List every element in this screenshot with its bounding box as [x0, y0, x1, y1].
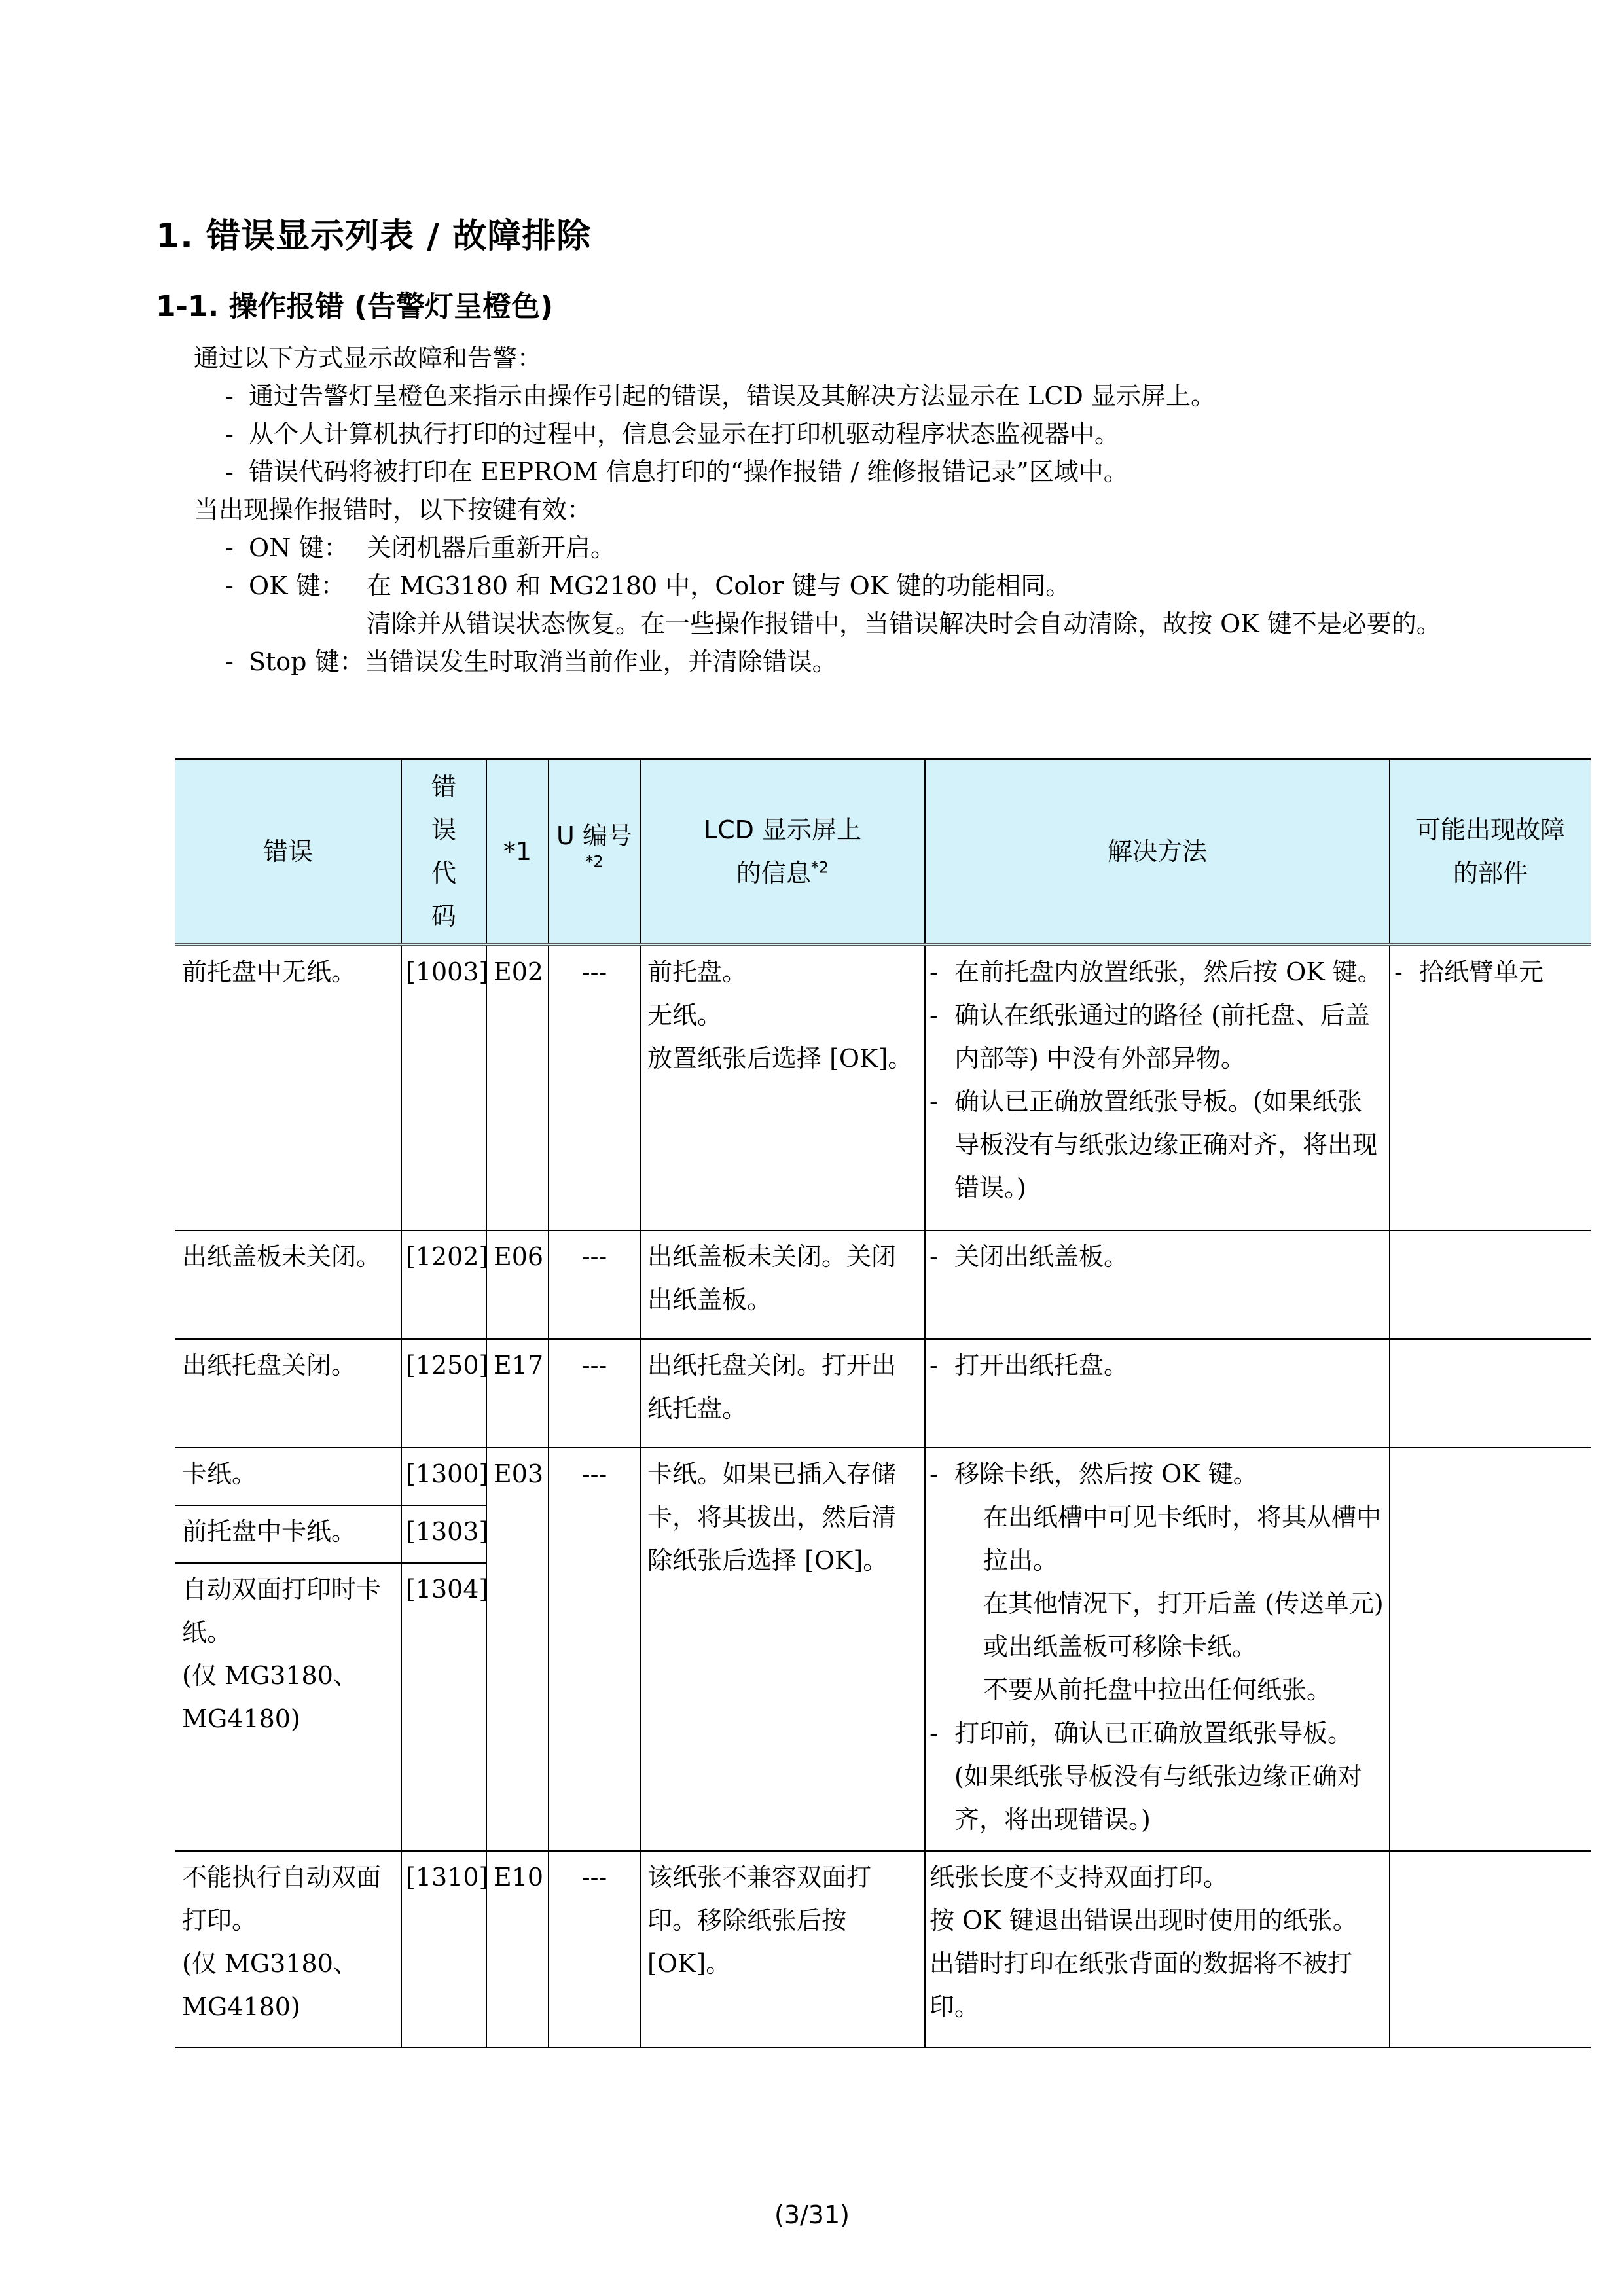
cell-code: [1003]	[401, 945, 486, 1230]
table-row	[175, 1448, 1591, 1505]
cell-star1: E17	[486, 1339, 549, 1448]
cell-uno: ---	[549, 1339, 640, 1448]
cell-code: [1303]	[401, 1505, 486, 1563]
cell-error: 前托盘中无纸。	[175, 945, 401, 1230]
cell-solution	[925, 945, 1390, 1230]
cell-uno: ---	[549, 1851, 640, 2047]
cell-lcd: 该纸张不兼容双面打印。移除纸张后按 [OK]。	[640, 1851, 925, 2047]
solution-item: - 在前托盘内放置纸张，然后按 OK 键。	[929, 958, 1382, 986]
intro-bullet: - 错误代码将被打印在 EEPROM 信息打印的“操作报错 / 维修报错记录”区域中。	[225, 457, 1128, 486]
table-row	[175, 1230, 1591, 1339]
cell-code: [1300]	[401, 1448, 486, 1505]
cell-error: 卡纸。	[175, 1448, 401, 1505]
key-item-ok: - OK 键： 在 MG3180 和 MG2180 中，Color 键与 OK 键的功能相同。 清除并从错误状态恢复。在一些操作报错中，当错误解决时会自动清除，故按 OK 键不是必要的。	[225, 571, 1441, 638]
solution-item: - 打印前，确认已正确放置纸张导板。(如果纸张导板没有与纸张边缘正确对齐，将出现错误。)	[929, 1718, 1362, 1834]
solution-item: - 确认在纸张通过的路径 (前托盘、后盖内部等) 中没有外部异物。	[929, 1001, 1370, 1073]
solution-subitem: 在出纸槽中可见卡纸时，将其从槽中拉出。	[983, 1502, 1382, 1575]
cell-code: [1310]	[401, 1851, 486, 2047]
solution-item: 纸张长度不支持双面打印。	[929, 1862, 1229, 1892]
intro-bullet: - 从个人计算机执行打印的过程中，信息会显示在打印机驱动程序状态监视器中。	[225, 420, 1120, 448]
key-item-stop: - Stop 键：当错误发生时取消当前作业，并清除错误。	[225, 647, 837, 676]
solution-subitem: 在其他情况下，打开后盖 (传送单元) 或出纸盖板可移除卡纸。	[983, 1588, 1384, 1661]
cell-code: [1202]	[401, 1230, 486, 1339]
cell-code: [1250]	[401, 1339, 486, 1448]
cell-lcd: 卡纸。如果已插入存储卡，将其拔出，然后清除纸张后选择 [OK]。	[640, 1448, 925, 1851]
cell-error: 不能执行自动双面打印。 (仅 MG3180、MG4180)	[175, 1851, 401, 2047]
cell-parts	[1390, 1851, 1591, 2047]
key-item-on: - ON 键： 关闭机器后重新开启。	[225, 533, 616, 562]
cell-solution: - 关闭出纸盖板。	[925, 1230, 1390, 1339]
solution-item: 按 OK 键退出错误出现时使用的纸张。	[929, 1905, 1358, 1935]
cell-star1: E10	[486, 1851, 549, 2047]
cell-lcd: 出纸托盘关闭。打开出纸托盘。	[640, 1339, 925, 1448]
header-lcd: LCD 显示屏上的信息$^{*2}$	[640, 759, 925, 945]
cell-parts	[1390, 1230, 1591, 1339]
cell-uno: ---	[549, 1230, 640, 1339]
section-heading: 1. 错误显示列表 / 故障排除	[156, 217, 592, 256]
cell-parts	[1390, 1448, 1591, 1851]
cell-code: [1304]	[401, 1563, 486, 1851]
subsection-heading: 1-1. 操作报错 (告警灯呈橙色)	[156, 290, 554, 323]
table-row	[175, 1339, 1591, 1448]
cell-error: 出纸托盘关闭。	[175, 1339, 401, 1448]
cell-star1: E06	[486, 1230, 549, 1339]
header-error: 错误	[175, 759, 401, 945]
cell-solution	[925, 1851, 1390, 2047]
page-number: (3/31)	[774, 2200, 850, 2229]
cell-solution: - 打开出纸托盘。	[925, 1339, 1390, 1448]
header-solution: 解决方法	[925, 759, 1390, 945]
cell-star1: E03	[486, 1448, 549, 1851]
cell-error: 自动双面打印时卡纸。 (仅 MG3180、MG4180)	[175, 1563, 401, 1851]
cell-star1: E02	[486, 945, 549, 1230]
table-row	[175, 945, 1591, 1230]
cell-error: 出纸盖板未关闭。	[175, 1230, 401, 1339]
table-header-row	[175, 759, 1591, 945]
header-star1: *1	[486, 759, 549, 945]
header-parts: 可能出现故障的部件	[1390, 759, 1591, 945]
solution-item: 出错时打印在纸张背面的数据将不被打印。	[929, 1948, 1353, 2021]
cell-error: 前托盘中卡纸。	[175, 1505, 401, 1563]
cell-uno: ---	[549, 1448, 640, 1851]
error-table	[175, 758, 1591, 2048]
cell-uno: ---	[549, 945, 640, 1230]
intro-bullet: - 通过告警灯呈橙色来指示由操作引起的错误，错误及其解决方法显示在 LCD 显示屏上。	[225, 382, 1216, 410]
intro-line: 当出现操作报错时，以下按键有效：	[194, 495, 592, 524]
intro-text	[194, 339, 1568, 681]
header-code: 错误代码	[401, 759, 486, 945]
cell-parts	[1390, 1339, 1591, 1448]
cell-lcd: 前托盘。 无纸。 放置纸张后选择 [OK]。	[640, 945, 925, 1230]
solution-item: - 移除卡纸，然后按 OK 键。	[929, 1459, 1258, 1488]
cell-parts: - 拾纸臂单元	[1390, 945, 1591, 1230]
solution-item: - 确认已正确放置纸张导板。(如果纸张导板没有与纸张边缘正确对齐，将出现错误。)	[929, 1087, 1378, 1202]
cell-lcd: 出纸盖板未关闭。关闭出纸盖板。	[640, 1230, 925, 1339]
table-row	[175, 1851, 1591, 2047]
cell-solution	[925, 1448, 1390, 1851]
solution-subitem: 不要从前托盘中拉出任何纸张。	[983, 1675, 1332, 1704]
header-uno: U 编号 $^{*2}$	[549, 759, 640, 945]
intro-line: 通过以下方式显示故障和告警：	[194, 344, 543, 372]
